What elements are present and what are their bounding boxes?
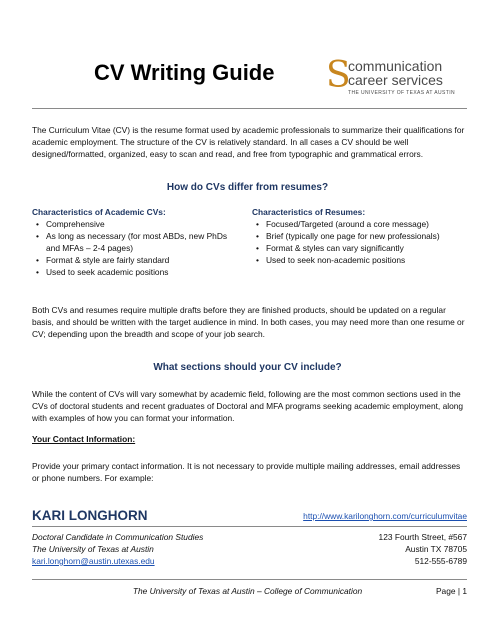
example-city-line: Austin TX 78705 xyxy=(405,544,467,554)
logo-line-2: career services xyxy=(348,72,443,88)
logo-tagline: THE UNIVERSITY OF TEXAS AT AUSTIN xyxy=(348,90,456,96)
sections-paragraph: While the content of CVs will vary somewhat by academic field, following are the most common sections used in the CVs of doctoral students and recent graduates of Doctoral and MFA programs seeking academic employment, along with examples of how you can format your information. xyxy=(32,389,464,423)
cv-characteristics-list xyxy=(32,218,232,278)
example-title-line: Doctoral Candidate in Communication Studies xyxy=(32,532,204,542)
footer-rule xyxy=(32,579,467,580)
logo-line-1: communication xyxy=(348,58,443,74)
communication-career-services-logo xyxy=(326,55,458,100)
list-item: • Format & styles can vary significantly xyxy=(252,242,452,254)
example-website-link[interactable]: http://www.karilonghorn.com/curriculumvitae xyxy=(303,511,467,521)
list-item: • Used to seek non-academic positions xyxy=(252,254,452,266)
logo-mark-icon: S xyxy=(326,55,351,96)
contact-subheading: Your Contact Information: xyxy=(32,434,136,444)
list-item: • As long as necessary (for most ABDs, new PhDs and MFAs – 2-4 pages) xyxy=(32,230,232,254)
example-name-rule xyxy=(32,526,467,527)
list-item: • Format & style are fairly standard xyxy=(32,254,232,266)
example-name: KARI LONGHORN xyxy=(32,508,148,523)
cv-characteristics-column xyxy=(32,206,232,278)
cv-characteristics-title: Characteristics of Academic CVs: xyxy=(32,207,166,217)
resume-characteristics-list xyxy=(252,218,452,266)
list-item: • Comprehensive xyxy=(32,218,232,230)
list-item: • Focused/Targeted (around a core message) xyxy=(252,218,452,230)
list-item: • Brief (typically one page for new professionals) xyxy=(252,230,452,242)
section-heading-sections: What sections should your CV include? xyxy=(153,362,342,373)
example-institution-line: The University of Texas at Austin xyxy=(32,544,154,554)
example-street-line: 123 Fourth Street, #567 xyxy=(378,532,467,542)
resume-characteristics-column xyxy=(252,206,452,266)
contact-paragraph: Provide your primary contact information. It is not necessary to provide multiple mailing addresses, email addresses or phone numbers. For example: xyxy=(32,461,461,483)
resume-characteristics-title: Characteristics of Resumes: xyxy=(252,207,366,217)
header-rule xyxy=(32,108,467,109)
example-email-link[interactable]: kari.longhorn@austin.utexas.edu xyxy=(32,556,155,566)
page-number: Page | 1 xyxy=(435,586,467,596)
intro-paragraph: The Curriculum Vitae (CV) is the resume format used by academic professionals to summarize their qualifications for academic employment. The structure of the CV is relatively standard. In all cases a CV should be well designed/formatted, organized, easy to scan and read, and free from typographic and grammatical errors. xyxy=(32,125,465,159)
example-phone-line: 512-555-6789 xyxy=(414,556,467,566)
section-heading-differences: How do CVs differ from resumes? xyxy=(166,182,329,193)
page-footer: The University of Texas at Austin – College of Communication xyxy=(132,586,363,596)
document-title: CV Writing Guide xyxy=(94,60,275,85)
both-documents-paragraph: Both CVs and resumes require multiple drafts before they are finished products, should be updated on a regular basis, and should be written with the target audience in mind. In both cases, you may need more than one resume or CV; depending upon the breadth and scope of your job search. xyxy=(32,305,465,339)
list-item: • Used to seek academic positions xyxy=(32,266,232,278)
